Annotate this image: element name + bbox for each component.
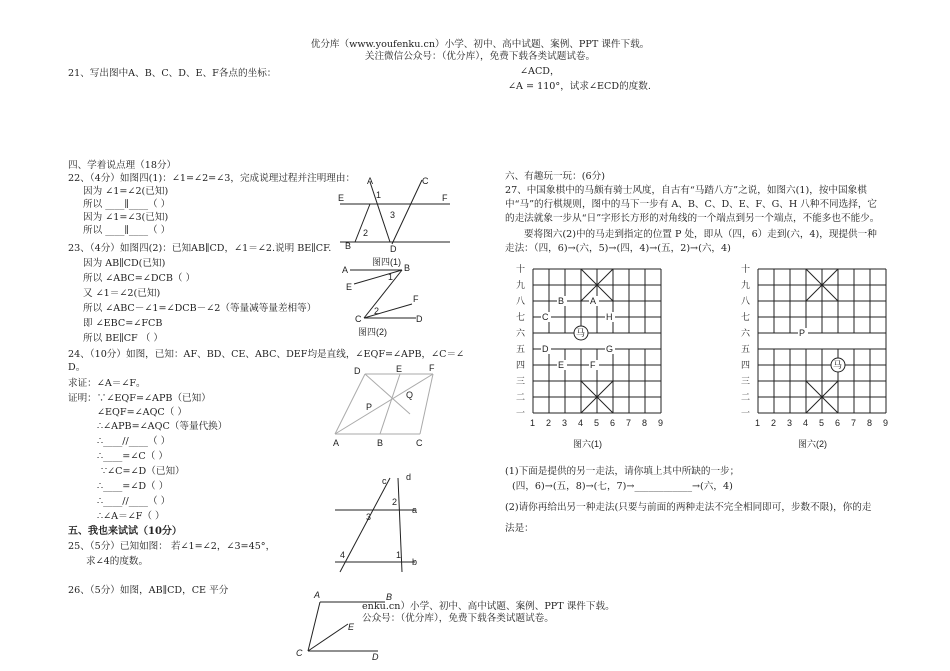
figure-4-2 bbox=[340, 262, 440, 342]
board1-row-label: 六 bbox=[516, 328, 526, 338]
q22-line: 所以 ____∥____（ ） bbox=[83, 199, 171, 210]
chess-board-1 bbox=[510, 262, 664, 452]
fig26-label: C bbox=[296, 648, 303, 658]
board1-col-label: 4 bbox=[578, 418, 584, 428]
board2-row-label: 五 bbox=[741, 344, 751, 354]
board2-row-label: 四 bbox=[741, 360, 751, 370]
question-24-cont: D。 bbox=[68, 362, 86, 373]
q23-line: 所以 BE∥CF （ ） bbox=[83, 333, 164, 344]
q27-sub-1: (1)下面是提供的另一走法，请你填上其中所缺的一步； bbox=[505, 466, 740, 477]
fig24-label: Q bbox=[406, 390, 414, 400]
board1-col-label: 9 bbox=[658, 418, 664, 428]
board2-col-label: 5 bbox=[819, 418, 825, 428]
q27-sub-2: (2)请你再给出另一种走法(只要与前面的两种走法不完全相同即可，步数不限)，你的走 bbox=[505, 502, 872, 513]
board1-point: H bbox=[606, 312, 613, 322]
board2-row-label: 二 bbox=[741, 392, 751, 402]
board2-row-label: 三 bbox=[741, 376, 751, 386]
figure-4-1 bbox=[330, 170, 460, 270]
board1-point: G bbox=[606, 344, 614, 354]
board2-col-label: 2 bbox=[771, 418, 777, 428]
board1-col-label: 8 bbox=[642, 418, 648, 428]
board1-row-label: 二 bbox=[516, 392, 526, 402]
q22-line: 因为 ∠1=∠3(已知) bbox=[83, 212, 169, 223]
board1-row-label: 三 bbox=[516, 376, 526, 386]
board1-col-label: 2 bbox=[546, 418, 552, 428]
board2-row-label: 十 bbox=[741, 264, 751, 274]
fig41-label: 1 bbox=[376, 190, 382, 200]
fig24-label: E bbox=[396, 364, 403, 374]
q24-proof-line: ∴____//____（ ） bbox=[97, 436, 171, 447]
footer-line-2: 公众号：（优分库），免费下载各类试题试卷。 bbox=[362, 613, 554, 624]
q24-proof-line: ∠EQF=∠AQC（ ） bbox=[97, 407, 188, 418]
board2-col-label: 1 bbox=[755, 418, 761, 428]
fig41-label: 2 bbox=[363, 228, 369, 238]
fig26-label: A bbox=[314, 590, 321, 600]
fig26-label: B bbox=[386, 592, 393, 602]
footer-line-1: enku.cn）小学、初中、高中试题、案例、PPT 课件下载。 bbox=[362, 601, 615, 612]
chess-board-2 bbox=[735, 262, 889, 452]
q23-line: 所以 ∠ABC=∠DCB（ ） bbox=[83, 273, 196, 284]
q22-line: 所以 ____∥____（ ） bbox=[83, 225, 171, 236]
q24-proof-line: ∴∠APB=∠AQC（等量代换） bbox=[97, 421, 228, 432]
question-24: 24、（10分）如图，已知：AF、BD、CE、ABC、DEF均是直线，∠EQF=∠APB，∠C＝∠ bbox=[68, 349, 465, 360]
board2-row-label: 八 bbox=[741, 296, 751, 306]
board1-point: A bbox=[590, 296, 597, 306]
question-22: 22、（4分）如图四(1)：∠1=∠2=∠3，完成说理过程并注明理由： bbox=[68, 173, 356, 184]
q24-proof-line: ∴∠A＝∠F（ ） bbox=[97, 511, 165, 522]
header-line-1: 优分库（www.youfenku.cn）小学、初中、高中试题、案例、PPT 课件下载。 bbox=[310, 39, 650, 50]
board2-row-label: 七 bbox=[741, 312, 751, 322]
fig24-label: B bbox=[377, 438, 384, 448]
board2-col-label: 3 bbox=[787, 418, 793, 428]
board1-row-label: 七 bbox=[516, 312, 526, 322]
fig24-label: F bbox=[429, 363, 435, 373]
section-6-title: 六、有趣玩一玩：(6分) bbox=[505, 171, 605, 182]
q27-sub-2-cont: 法是： bbox=[505, 523, 534, 534]
board1-caption: 图六(1) bbox=[573, 439, 602, 449]
board1-point: E bbox=[558, 360, 565, 370]
board1-point: D bbox=[542, 344, 549, 354]
q23-line: 即 ∠EBC=∠FCB bbox=[83, 318, 163, 329]
board2-col-label: 6 bbox=[835, 418, 841, 428]
q27-sub-1-path: (四，6)→(五，8)→(七，7)→____________→(六，4) bbox=[512, 481, 733, 492]
fig41-label: F bbox=[442, 193, 448, 203]
board2-col-label: 7 bbox=[851, 418, 857, 428]
fig24-label: P bbox=[366, 402, 373, 412]
board1-row-label: 五 bbox=[516, 344, 526, 354]
fig24-label: C bbox=[416, 438, 423, 448]
board2-point-p: P bbox=[799, 328, 806, 338]
figure-q25 bbox=[330, 468, 430, 578]
fig41-label: A bbox=[367, 176, 374, 186]
fig41-label: C bbox=[422, 176, 429, 186]
q27-line: 走法：（四，6)→(六，5)→(四，4)→(五，2)→(六，4) bbox=[505, 243, 731, 254]
fig25-label: b bbox=[412, 557, 418, 567]
q24-proof-line: ∴____//____（ ） bbox=[97, 496, 171, 507]
fig41-label: E bbox=[338, 193, 345, 203]
board1-col-label: 7 bbox=[626, 418, 632, 428]
board2-row-label: 一 bbox=[741, 408, 751, 418]
q24-proof-line: 证明：∵∠EQF=∠APB（已知） bbox=[68, 393, 211, 404]
fig25-label: 1 bbox=[396, 550, 402, 560]
board1-col-label: 3 bbox=[562, 418, 568, 428]
fig42-caption: 图四(2) bbox=[358, 327, 387, 337]
figure-q24 bbox=[330, 362, 450, 452]
board2-col-label: 9 bbox=[883, 418, 889, 428]
fig26-label: E bbox=[348, 622, 355, 632]
fig42-label: 1 bbox=[388, 272, 394, 282]
q26-continued: ∠ACD， bbox=[520, 66, 560, 77]
q23-line: 因为 AB∥CD(已知) bbox=[83, 258, 166, 269]
q27-line: 中“马”的行棋规则，图中的马下一步有 A、B、C、D、E、F、G、H 八种不同选择，它 bbox=[505, 199, 878, 210]
board2-horse-label: 马 bbox=[833, 360, 843, 370]
question-25: 25、（5分）已知如图： 若∠1=∠2，∠3=45°， bbox=[68, 541, 276, 552]
board1-point: F bbox=[590, 360, 596, 370]
board1-col-label: 1 bbox=[530, 418, 536, 428]
fig24-label: D bbox=[354, 366, 361, 376]
q27-line: 要将图六(2)中的马走到指定的位置 P 处，即从（四，6）走到(六，4)，现提供一种 bbox=[524, 229, 877, 240]
board2-col-label: 4 bbox=[803, 418, 809, 428]
fig42-label: D bbox=[416, 314, 423, 324]
q23-line: 又 ∠1＝∠2(已知) bbox=[83, 288, 161, 299]
fig25-label: a bbox=[412, 505, 418, 515]
q27-line: 的走法就象一步从“日”字形长方形的对角线的一个端点到另一个端点，不能多也不能少。 bbox=[505, 213, 880, 224]
fig25-label: 4 bbox=[340, 550, 346, 560]
fig41-label: 3 bbox=[390, 210, 396, 220]
q24-proof-line: ∵∠C=∠D（已知） bbox=[101, 466, 185, 477]
q22-line: 因为 ∠1=∠2(已知) bbox=[83, 186, 169, 197]
board2-row-label: 六 bbox=[741, 328, 751, 338]
board1-row-label: 一 bbox=[516, 408, 526, 418]
board1-row-label: 四 bbox=[516, 360, 526, 370]
question-21: 21、写出图中A、B、C、D、E、F各点的坐标： bbox=[68, 68, 277, 79]
board1-col-label: 5 bbox=[594, 418, 600, 428]
header-line-2: 关注微信公众号：（优分库），免费下载各类试题试卷。 bbox=[364, 51, 596, 62]
question-23: 23、（4分）如图四(2)：已知AB∥CD，∠1＝∠2.说明 BE∥CF. bbox=[68, 243, 332, 254]
board1-row-label: 十 bbox=[516, 264, 526, 274]
board2-col-label: 8 bbox=[867, 418, 873, 428]
q24-proof-line: ∴____=∠C（ ） bbox=[97, 451, 168, 462]
question-25-cont: 求∠4的度数。 bbox=[86, 556, 149, 567]
fig25-label: c bbox=[382, 476, 387, 486]
board1-horse-label: 马 bbox=[576, 328, 586, 338]
board1-row-label: 八 bbox=[516, 296, 526, 306]
fig42-label: B bbox=[404, 263, 411, 273]
board1-point: B bbox=[558, 296, 565, 306]
fig42-label: E bbox=[346, 282, 353, 292]
fig25-label: 3 bbox=[366, 512, 372, 522]
fig25-label: 2 bbox=[392, 497, 398, 507]
board1-col-label: 6 bbox=[610, 418, 616, 428]
question-26: 26、（5分）如图，AB∥CD，CE 平分 bbox=[68, 585, 229, 596]
fig41-label: D bbox=[390, 244, 397, 254]
section-5-title: 五、我也来试试（10分） bbox=[68, 526, 182, 537]
fig41-caption: 图四(1) bbox=[372, 257, 401, 267]
fig25-label: d bbox=[406, 472, 412, 482]
fig42-label: C bbox=[355, 314, 362, 324]
board1-point: C bbox=[542, 312, 549, 322]
fig42-label: 2 bbox=[374, 306, 380, 316]
q27-line: 27、中国象棋中的马颇有骑士风度，自古有“马踏八方”之说，如图六(1)，按中国象棋 bbox=[505, 185, 867, 196]
board2-row-label: 九 bbox=[741, 280, 751, 290]
fig42-label: A bbox=[342, 265, 349, 275]
fig24-label: A bbox=[333, 438, 340, 448]
question-24-claim: 求证：∠A＝∠F。 bbox=[68, 378, 146, 389]
q23-line: 所以 ∠ABC－∠1=∠DCB－∠2（等量减等量差相等） bbox=[83, 303, 317, 314]
board2-caption: 图六(2) bbox=[798, 439, 827, 449]
fig42-label: F bbox=[413, 294, 419, 304]
q24-proof-line: ∴____=∠D（ ） bbox=[97, 481, 169, 492]
figure-q26 bbox=[290, 588, 400, 668]
section-4-title: 四、学着说点理（18分） bbox=[68, 160, 177, 171]
fig26-label: D bbox=[372, 652, 379, 662]
q26-continued-2: ∠A = 110°，试求∠ECD的度数. bbox=[508, 81, 651, 92]
fig41-label: B bbox=[345, 241, 352, 251]
board1-row-label: 九 bbox=[516, 280, 526, 290]
